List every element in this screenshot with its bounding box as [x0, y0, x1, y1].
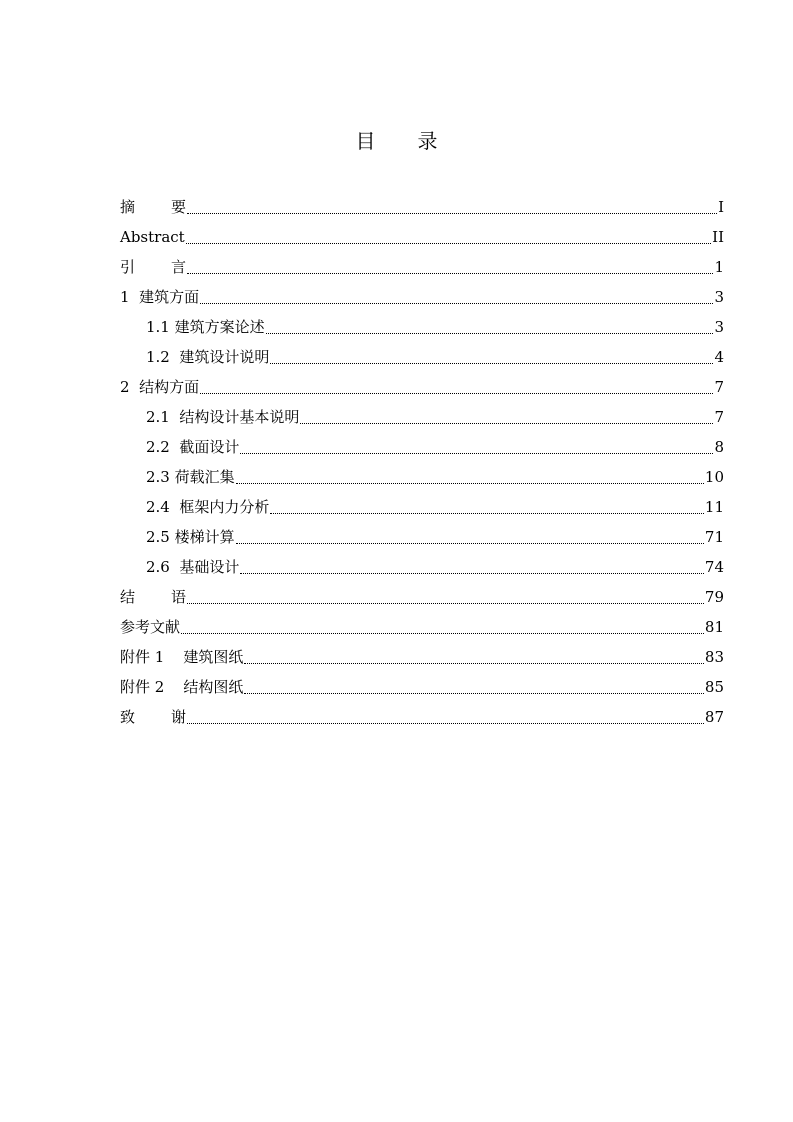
page-title: [0, 128, 793, 154]
toc-entry-1-1[interactable]: [146, 312, 724, 342]
toc-entry-references[interactable]: [120, 612, 724, 642]
toc-label: 1.2 建筑设计说明: [146, 348, 270, 366]
toc-leader: [236, 482, 704, 484]
toc-page-number: 3: [714, 288, 724, 306]
toc-leader: [181, 632, 704, 634]
toc-page-number: 74: [704, 558, 724, 576]
toc-label: 附件 2 结构图纸: [120, 678, 244, 696]
toc-label: 参考文献: [120, 618, 181, 636]
toc-label: 1.1 建筑方案论述: [146, 318, 265, 336]
toc-leader: [240, 452, 713, 454]
toc-entry-architecture[interactable]: [120, 282, 724, 312]
title-char-1: 目: [355, 129, 376, 153]
toc-entry-1-2[interactable]: [146, 342, 724, 372]
toc-leader: [200, 392, 713, 394]
toc-page-number: 71: [704, 528, 724, 546]
toc-entry-acknowledgements[interactable]: [120, 702, 724, 732]
toc-leader: [244, 692, 704, 694]
toc-label: 2.1 结构设计基本说明: [146, 408, 300, 426]
toc-label: 引 言: [120, 258, 187, 276]
toc-entry-2-1[interactable]: [146, 402, 724, 432]
toc-leader: [270, 362, 713, 364]
toc-leader: [187, 272, 713, 274]
toc-label: 致 谢: [120, 708, 187, 726]
toc-label: 结 语: [120, 588, 187, 606]
toc-page-number: 7: [714, 378, 724, 396]
toc-label: Abstract: [120, 228, 185, 246]
toc-leader: [300, 422, 713, 424]
toc-page-number: 11: [704, 498, 724, 516]
toc-leader: [187, 602, 704, 604]
toc-page-number: 8: [714, 438, 724, 456]
toc-leader: [200, 302, 713, 304]
toc-leader: [236, 542, 704, 544]
toc-entry-abstract-cn[interactable]: [120, 192, 724, 222]
toc-label: 2.3 荷载汇集: [146, 468, 235, 486]
toc-leader: [270, 512, 704, 514]
toc-entry-2-3[interactable]: [146, 462, 724, 492]
toc-page-number: I: [718, 198, 724, 216]
toc-page-number: 83: [704, 648, 724, 666]
toc-entry-2-5[interactable]: [146, 522, 724, 552]
toc-label: 2.2 截面设计: [146, 438, 240, 456]
toc-label: 2.4 框架内力分析: [146, 498, 270, 516]
toc-entry-conclusion[interactable]: [120, 582, 724, 612]
toc-entry-abstract-en[interactable]: [120, 222, 724, 252]
toc-label: 2.5 楼梯计算: [146, 528, 235, 546]
toc-leader: [266, 332, 714, 334]
toc-entry-appendix-1[interactable]: [120, 642, 724, 672]
toc-label: 2 结构方面: [120, 378, 200, 396]
toc-page-number: 79: [704, 588, 724, 606]
toc-label: 2.6 基础设计: [146, 558, 240, 576]
toc-page-number: II: [712, 228, 724, 246]
toc-entry-2-6[interactable]: [146, 552, 724, 582]
toc-entry-2-2[interactable]: [146, 432, 724, 462]
toc-leader: [187, 212, 717, 214]
toc-entry-introduction[interactable]: [120, 252, 724, 282]
toc-label: 1 建筑方面: [120, 288, 200, 306]
title-char-2: 录: [417, 129, 438, 153]
toc-entry-structure[interactable]: [120, 372, 724, 402]
toc-entry-appendix-2[interactable]: [120, 672, 724, 702]
toc-label: 附件 1 建筑图纸: [120, 648, 244, 666]
table-of-contents: [120, 192, 724, 732]
toc-page-number: 3: [714, 318, 724, 336]
toc-page-number: 85: [704, 678, 724, 696]
toc-entry-2-4[interactable]: [146, 492, 724, 522]
toc-leader: [240, 572, 704, 574]
toc-page-number: 4: [714, 348, 724, 366]
toc-leader: [244, 662, 704, 664]
toc-label: 摘 要: [120, 198, 187, 216]
toc-page-number: 87: [704, 708, 724, 726]
toc-page-number: 1: [714, 258, 724, 276]
toc-leader: [186, 242, 711, 244]
toc-leader: [187, 722, 704, 724]
toc-page-number: 7: [714, 408, 724, 426]
toc-page-number: 81: [704, 618, 724, 636]
toc-page-number: 10: [704, 468, 724, 486]
